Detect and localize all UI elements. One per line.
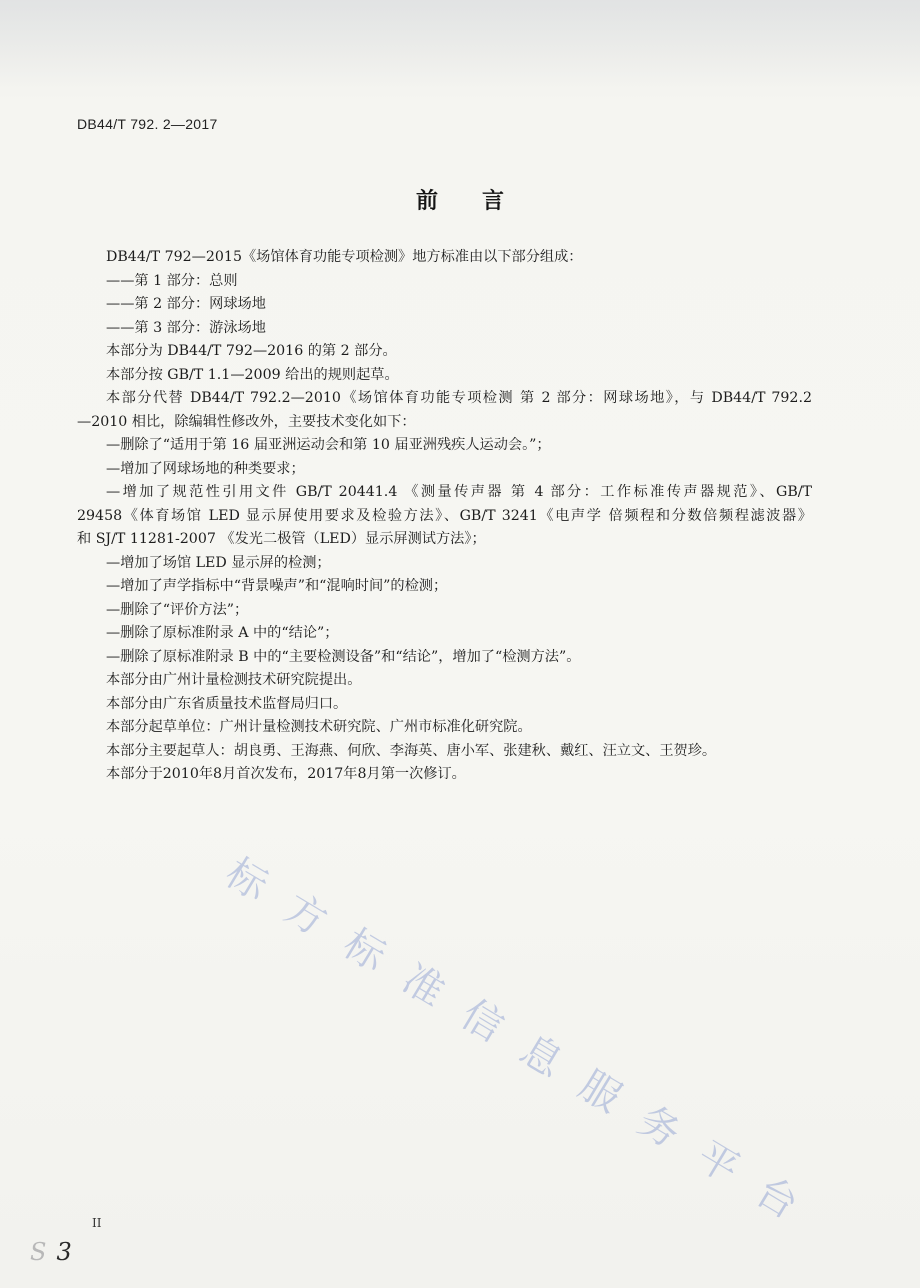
change-item: —增加了场馆 LED 显示屏的检测； [106,554,331,571]
paragraph-replaces-cont: —2010 相比，除编辑性修改外，主要技术变化如下： [77,413,416,430]
foreword-body [77,246,812,787]
change-item-cont: 和 SJ/T 11281-2007 《发光二极管（LED）显示屏测试方法》； [77,531,486,547]
paragraph-proposer: 本部分由广州计量检测技术研究院提出。 [106,672,362,688]
change-item: —删除了原标准附录 A 中的“结论”； [106,625,339,641]
paragraph-centralized: 本部分由广东省质量技术监督局归口。 [106,695,348,712]
change-item: —删除了原标准附录 B 中的“主要检测设备”和“结论”，增加了“检测方法”。 [106,648,581,665]
scan-stamp-number: 3 [56,1238,72,1266]
scan-stamp-faint: S [30,1238,47,1266]
page-title: 前言 [415,189,548,214]
paragraph-intro: DB44/T 792—2015《场馆体育功能专项检测》地方标准由以下部分组成： [106,249,583,265]
list-item-part1: ——第 1 部分：总则 [106,272,238,289]
paragraph-replaces: 本部分代替 DB44/T 792.2—2010《场馆体育功能专项检测 第 2 部分：网球场地》，与 DB44/T 792.2 [106,390,812,406]
list-item-part3: ——第 3 部分：游泳场地 [106,319,266,336]
paragraph-history: 本部分于2010年8月首次发布，2017年8月第一次修订。 [106,766,466,782]
scan-shading [0,0,920,90]
change-item: —增加了网球场地的种类要求； [106,460,305,477]
change-item: —删除了“适用于第 16 届亚洲运动会和第 10 届亚洲残疾人运动会。”； [106,437,551,453]
change-item: —增加了声学指标中“背景噪声”和“混响时间”的检测； [106,578,448,594]
scan-stamp [30,1238,72,1266]
list-item-part2: ——第 2 部分：网球场地 [106,296,266,312]
page-number: II [92,1216,102,1230]
document-id: DB44/T 792. 2—2017 [77,116,218,132]
paragraph-drafting-rules: 本部分按 GB/T 1.1—2009 给出的规则起草。 [106,366,399,383]
watermark-text: 标 方 标 准 信 息 服 务 平 台 [217,849,813,1233]
change-item-cont: 29458《体育场馆 LED 显示屏使用要求及检验方法》、GB/T 3241《电声学 倍频程和分数倍频程滤波器》 [77,507,812,524]
paragraph-drafters: 本部分主要起草人：胡良勇、王海燕、何欣、李海英、唐小军、张建秋、戴红、汪立文、王贺珍。 [106,742,717,759]
paragraph-part-of: 本部分为 DB44/T 792—2016 的第 2 部分。 [106,343,397,359]
change-item: —增加了规范性引用文件 GB/T 20441.4 《测量传声器 第 4 部分：工作标准传声器规范》、GB/T [106,484,812,500]
change-item: —删除了“评价方法”； [106,601,249,618]
paragraph-drafting-units: 本部分起草单位：广州计量检测技术研究院、广州市标准化研究院。 [106,719,532,735]
